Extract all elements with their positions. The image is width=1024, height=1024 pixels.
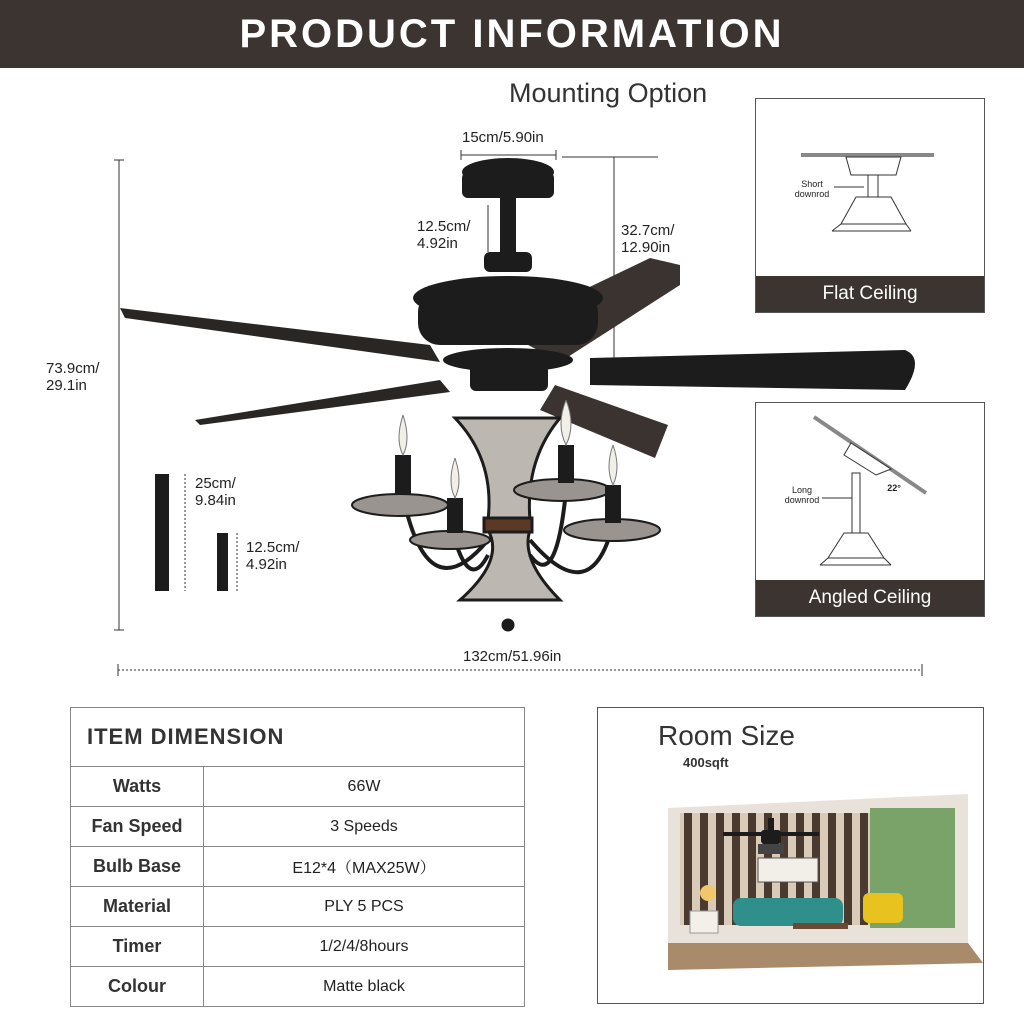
coffee-table xyxy=(793,923,848,929)
body-height-line2: 12.90in xyxy=(621,239,671,256)
mounting-option-title: Mounting Option xyxy=(509,78,708,108)
table-row xyxy=(70,807,525,847)
wall-frames xyxy=(758,858,818,882)
room-size-panel xyxy=(597,707,984,1004)
side-table xyxy=(690,911,718,933)
row-value: PLY 5 PCS xyxy=(324,897,404,915)
row-label: Material xyxy=(71,887,204,926)
item-dimension-title: ITEM DIMENSION xyxy=(70,707,525,767)
body-height-line1: 32.7cm/ xyxy=(621,222,675,239)
row-label: Bulb Base xyxy=(71,847,204,886)
floor xyxy=(668,943,983,970)
table-row xyxy=(70,847,525,887)
long-downrod-label xyxy=(195,475,236,509)
lamp xyxy=(700,885,716,901)
room-illustration xyxy=(598,708,985,1005)
row-label: Watts xyxy=(71,767,204,806)
row-value: 66W xyxy=(347,777,381,795)
flat-ceiling-note-line1: Short xyxy=(801,179,823,189)
short-downrod-line2: 4.92in xyxy=(246,556,287,573)
angled-ceiling-note-line2: downrod xyxy=(784,495,820,505)
canopy-drop-label xyxy=(417,218,470,252)
angled-ceiling-panel xyxy=(755,402,985,617)
short-downrod xyxy=(217,533,228,591)
table-row xyxy=(70,927,525,967)
canopy-drop-line1: 12.5cm/ xyxy=(417,218,471,235)
sofa xyxy=(733,898,843,926)
row-value: Matte black xyxy=(323,977,405,995)
fan-body xyxy=(413,158,603,391)
room-size-value: 400sqft xyxy=(683,755,729,770)
row-value: 1/2/4/8hours xyxy=(319,937,409,955)
long-downrod xyxy=(155,474,169,591)
span-label: 132cm/51.96in xyxy=(463,648,562,665)
canopy-drop-line2: 4.92in xyxy=(417,235,458,252)
angled-ceiling-caption: Angled Ceiling xyxy=(756,580,984,616)
crystal-light-cage xyxy=(455,418,560,630)
total-height-line1: 73.9cm/ xyxy=(46,360,100,377)
row-value: 3 Speeds xyxy=(330,817,398,835)
body-height-label xyxy=(621,222,674,256)
total-height-label xyxy=(46,360,99,394)
flat-ceiling-note-line2: downrod xyxy=(794,189,830,199)
armchair xyxy=(863,893,903,923)
long-downrod-line1: 25cm/ xyxy=(195,475,236,492)
total-height-line2: 29.1in xyxy=(46,377,87,394)
flat-ceiling-panel xyxy=(755,98,985,313)
row-label: Colour xyxy=(71,967,204,1006)
table-row xyxy=(70,967,525,1007)
top-width-label: 15cm/5.90in xyxy=(462,129,544,146)
row-label: Fan Speed xyxy=(71,807,204,846)
header-title: PRODUCT INFORMATION xyxy=(239,11,785,56)
table-row xyxy=(70,887,525,927)
table-row xyxy=(70,767,525,807)
angled-ceiling-note-line1: Long xyxy=(791,485,813,495)
long-downrod-line2: 9.84in xyxy=(195,492,236,509)
angled-ceiling-note xyxy=(778,485,826,505)
room-size-title: Room Size xyxy=(658,720,795,751)
flat-ceiling-note xyxy=(788,179,836,199)
short-downrod-label xyxy=(246,539,299,573)
short-downrod-line1: 12.5cm/ xyxy=(246,539,300,556)
flat-ceiling-caption: Flat Ceiling xyxy=(756,276,984,312)
row-label: Timer xyxy=(71,927,204,966)
row-value: E12*4（MAX25W） xyxy=(292,860,436,877)
angled-ceiling-angle: 22° xyxy=(887,483,901,493)
